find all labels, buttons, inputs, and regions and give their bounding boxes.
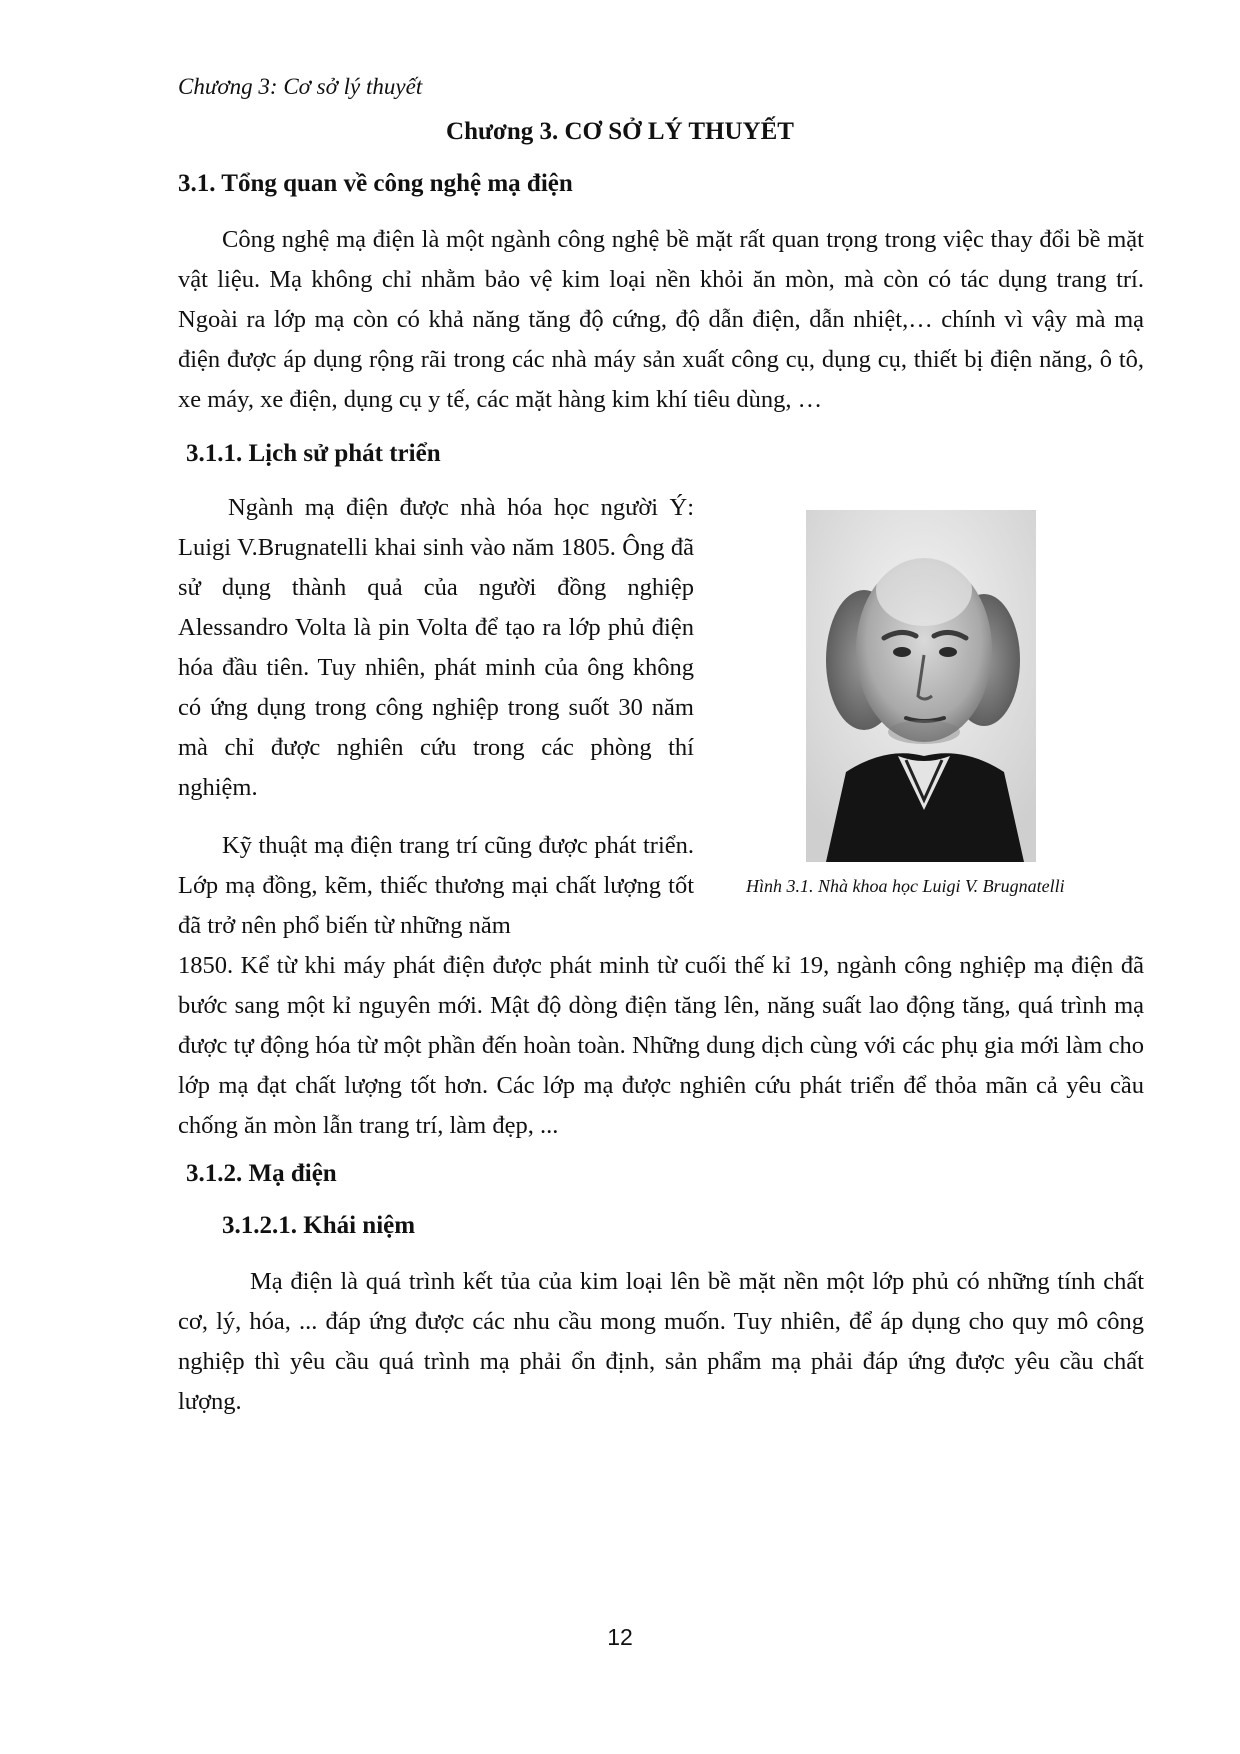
running-header: Chương 3: Cơ sở lý thuyết (178, 74, 423, 99)
portrait-illustration (806, 510, 1036, 862)
paragraph-text: 1850. Kể từ khi máy phát điện được phát minh từ cuối thế kỉ 19, ngành công nghiệp mạ điện đã bước sang một kỉ nguyên mới. Mật độ dòng điện tăng lên, năng suất lao động tăng, quá trình mạ được tự động hóa từ một phần đến hoàn toàn. Những dung dịch cùng với các phụ gia mới làm cho lớp mạ đạt chất lượng tốt hơn. Các lớp mạ được nghiên cứu phát triển để thỏa mãn cả yêu cầu chống ăn mòn lẫn trang trí, làm đẹp, ... (178, 952, 1144, 1139)
section-heading-3-1-2: 3.1.2. Mạ điện (186, 1160, 337, 1187)
page-number: 12 (607, 1624, 633, 1650)
section-heading-3-1: 3.1. Tổng quan về công nghệ mạ điện (178, 170, 573, 197)
paragraph-text: Kỹ thuật mạ điện trang trí cũng được phát triển. Lớp mạ đồng, kẽm, thiếc thương mại chất lượng tốt đã trở nên phổ biến từ những năm (178, 832, 694, 939)
section-3-1-paragraph (178, 220, 1144, 420)
paragraph-text: Mạ điện là quá trình kết tủa của kim loại lên bề mặt nền một lớp phủ có những tính chất cơ, lý, hóa, ... đáp ứng được các nhu cầu mong muốn. Tuy nhiên, để áp dụng cho quy mô công nghiệp thì yêu cầu quá trình mạ phải ổn định, sản phẩm mạ phải đáp ứng được yêu cầu chất lượng. (178, 1268, 1144, 1415)
portrait-image (806, 510, 1036, 862)
paragraph-text: Ngành mạ điện được nhà hóa học người Ý: Luigi V.Brugnatelli khai sinh vào năm 1805. Ông đã sử dụng thành quả của người đồng nghiệp Alessandro Volta là pin Volta để tạo ra lớp phủ điện hóa đầu tiên. Tuy nhiên, phát minh của ông không có ứng dụng trong công nghiệp trong suốt 30 năm mà chỉ được nghiên cứu trong các phòng thí nghiệm. (178, 494, 694, 801)
paragraph-text: Công nghệ mạ điện là một ngành công nghệ bề mặt rất quan trọng trong việc thay đổi bề mặt vật liệu. Mạ không chỉ nhằm bảo vệ kim loại nền khỏi ăn mòn, mà còn có tác dụng trang trí. Ngoài ra lớp mạ còn có khả năng tăng độ cứng, độ dẫn điện, dẫn nhiệt,… chính vì vậy mà mạ điện được áp dụng rộng rãi trong các nhà máy sản xuất công cụ, dụng cụ, thiết bị điện năng, ô tô, xe máy, xe điện, dụng cụ y tế, các mặt hàng kim khí tiêu dùng, … (178, 226, 1144, 413)
subsection-heading-3-1-2-1: 3.1.2.1. Khái niệm (222, 1212, 416, 1239)
chapter-title: Chương 3. CƠ SỞ LÝ THUYẾT (446, 118, 794, 145)
concept-paragraph (178, 1262, 1144, 1422)
history-paragraph-2-start (178, 826, 694, 946)
history-paragraph-2-continued (178, 946, 1144, 1146)
section-heading-3-1-1: 3.1.1. Lịch sử phát triển (186, 440, 441, 467)
figure-caption: Hình 3.1. Nhà khoa học Luigi V. Brugnatelli (746, 876, 1065, 896)
history-paragraph-1 (178, 488, 694, 808)
